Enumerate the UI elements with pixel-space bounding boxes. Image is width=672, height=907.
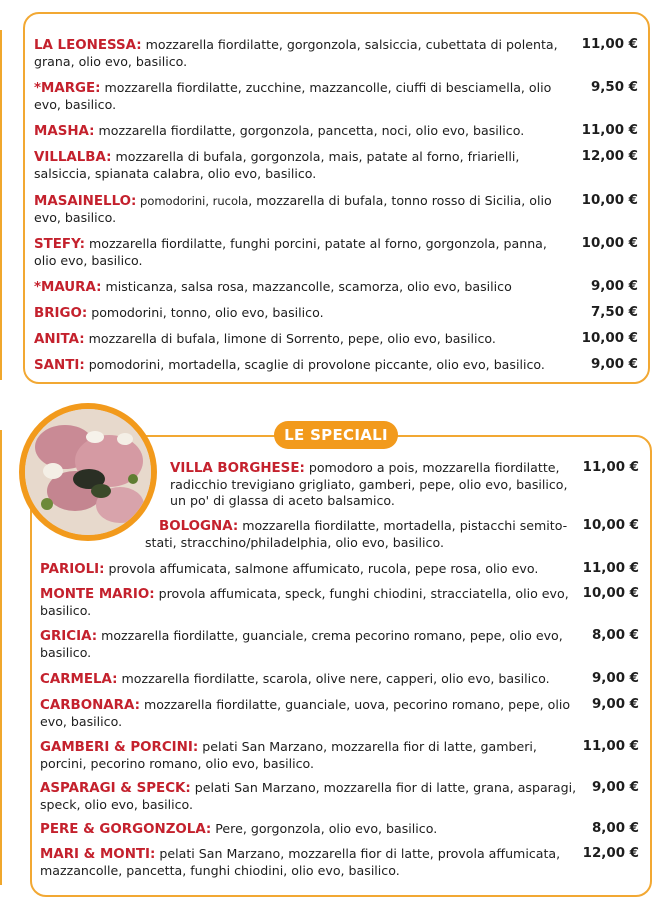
item-price: 11,00 €: [582, 739, 639, 754]
item-ingredients: pomodoro a pois, mozzarella fiordilatte, radicchio trevigiano grigliato, gamberi, pepe, olio evo, basilico, un po' di glassa di aceto balsamico.: [170, 460, 568, 508]
item-name: MARI & MONTI:: [40, 847, 156, 862]
page-edge-line-bottom: [0, 430, 2, 885]
menu-item: [40, 697, 639, 730]
menu-item: [40, 739, 639, 772]
item-ingredients: misticanza, salsa rosa, mazzancolle, scamorza, olio evo, basilico: [101, 279, 512, 294]
menu-item: [40, 628, 639, 661]
item-price: 12,00 €: [581, 149, 638, 164]
item-price: 10,00 €: [582, 586, 639, 601]
item-name: PERE & GORGONZOLA:: [40, 822, 212, 837]
item-name: VILLA BORGHESE:: [170, 461, 305, 476]
item-price: 10,00 €: [581, 193, 638, 208]
item-ingredients: mozzarella fiordilatte, gorgonzola, pancetta, noci, olio evo, basilico.: [94, 123, 525, 138]
menu-item: [34, 305, 638, 322]
page-edge-line-top: [0, 30, 2, 380]
item-name: STEFY:: [34, 237, 85, 252]
pizza-photo-icon: [19, 403, 157, 541]
item-name: CARMELA:: [40, 672, 118, 687]
item-name: BOLOGNA:: [159, 519, 239, 534]
item-name: GRICIA:: [40, 629, 98, 644]
item-name: MONTE MARIO:: [40, 587, 155, 602]
item-ingredients: pomodorini, tonno, olio evo, basilico.: [87, 305, 324, 320]
item-ingredients: mozzarella fiordilatte, scarola, olive nere, capperi, olio evo, basilico.: [117, 671, 550, 686]
menu-item: [34, 37, 638, 70]
item-ingredients-first: pomodorini, rucola: [136, 194, 249, 208]
menu-item: [34, 279, 638, 296]
item-price: 11,00 €: [582, 561, 639, 576]
item-ingredients: pelati San Marzano, mozzarella fior di latte, provola affumicata, mazzancolle, pancetta, funghi chiodini, olio evo, basilico.: [40, 846, 561, 878]
item-price: 8,00 €: [591, 628, 639, 643]
menu-item: [40, 821, 639, 838]
menu-item: [34, 80, 638, 113]
item-name: VILLALBA:: [34, 150, 112, 165]
item-price: 10,00 €: [581, 236, 638, 251]
item-ingredients: mozzarella fiordilatte, funghi porcini, patate al forno, gorgonzola, panna, olio evo, basilico.: [34, 236, 547, 268]
menu-item: [40, 846, 639, 879]
item-price: 9,00 €: [591, 697, 639, 712]
menu-item: [40, 780, 639, 813]
menu-item: [34, 193, 638, 226]
menu-item: [34, 236, 638, 269]
item-price: 9,00 €: [590, 279, 638, 294]
item-name: SANTI:: [34, 358, 85, 373]
item-name: CARBONARA:: [40, 698, 140, 713]
item-name: ASPARAGI & SPECK:: [40, 781, 191, 796]
item-price: 11,00 €: [582, 460, 639, 475]
item-name: MASHA:: [34, 124, 95, 139]
item-ingredients: mozzarella fiordilatte, mortadella, pistacchi semito-stati, stracchino/philadelphia, olio evo, basilico.: [145, 518, 568, 550]
section-title: LE SPECIALI: [274, 421, 398, 449]
item-ingredients: Pere, gorgonzola, olio evo, basilico.: [211, 821, 438, 836]
item-ingredients: provola affumicata, speck, funghi chiodini, stracciatella, olio evo, basilico.: [40, 586, 569, 618]
item-price: 11,00 €: [581, 123, 638, 138]
item-ingredients: pelati San Marzano, mozzarella fior di latte, gamberi, porcini, pecorino romano, olio evo, basilico.: [40, 739, 537, 771]
item-ingredients: mozzarella di bufala, gorgonzola, mais, patate al forno, friarielli, salsiccia, spianata calabra, olio evo, basilico.: [34, 149, 520, 181]
item-price: 9,00 €: [591, 780, 639, 795]
item-ingredients: mozzarella fiordilatte, zucchine, mazzancolle, ciuffi di besciamella, olio evo, basilico.: [34, 80, 552, 112]
item-price: 10,00 €: [582, 518, 639, 533]
item-price: 10,00 €: [581, 331, 638, 346]
item-name: GAMBERI & PORCINI:: [40, 740, 199, 755]
item-name: ANITA:: [34, 332, 85, 347]
menu-item: [34, 149, 638, 182]
menu-item: [40, 561, 639, 578]
menu-item: [145, 518, 639, 551]
menu-item: [170, 460, 639, 509]
item-ingredients: mozzarella fiordilatte, guanciale, crema pecorino romano, pepe, olio evo, basilico.: [40, 628, 563, 660]
item-ingredients: mozzarella fiordilatte, gorgonzola, salsiccia, cubettata di polenta, grana, olio evo, basilico.: [34, 37, 558, 69]
item-name: LA LEONESSA:: [34, 38, 142, 53]
item-ingredients: provola affumicata, salmone affumicato, rucola, pepe rosa, olio evo.: [104, 561, 539, 576]
menu-item: [34, 357, 638, 374]
item-ingredients: mozzarella fiordilatte, guanciale, uova, pecorino romano, pepe, olio evo, basilico.: [40, 697, 571, 729]
item-price: 12,00 €: [582, 846, 639, 861]
item-price: 7,50 €: [590, 305, 638, 320]
item-price: 11,00 €: [581, 37, 638, 52]
item-ingredients: pelati San Marzano, mozzarella fior di latte, grana, asparagi, speck, olio evo, basilico.: [40, 780, 577, 812]
item-ingredients: mozzarella di bufala, limone di Sorrento, pepe, olio evo, basilico.: [84, 331, 496, 346]
item-name: *MAURA:: [34, 280, 102, 295]
menu-item: [40, 671, 639, 688]
item-name: PARIOLI:: [40, 562, 105, 577]
item-price: 9,00 €: [590, 357, 638, 372]
item-ingredients: , mozzarella di bufala, tonno rosso di Sicilia, olio evo, basilico.: [34, 193, 552, 225]
item-name: BRIGO:: [34, 306, 88, 321]
item-name: MASAINELLO:: [34, 194, 137, 209]
menu-item: [34, 331, 638, 348]
menu-item: [34, 123, 638, 140]
item-ingredients: pomodorini, mortadella, scaglie di provolone piccante, olio evo, basilico.: [84, 357, 545, 372]
item-price: 9,00 €: [591, 671, 639, 686]
menu-item: [40, 586, 639, 619]
item-price: 9,50 €: [590, 80, 638, 95]
item-price: 8,00 €: [591, 821, 639, 836]
item-name: *MARGE:: [34, 81, 101, 96]
